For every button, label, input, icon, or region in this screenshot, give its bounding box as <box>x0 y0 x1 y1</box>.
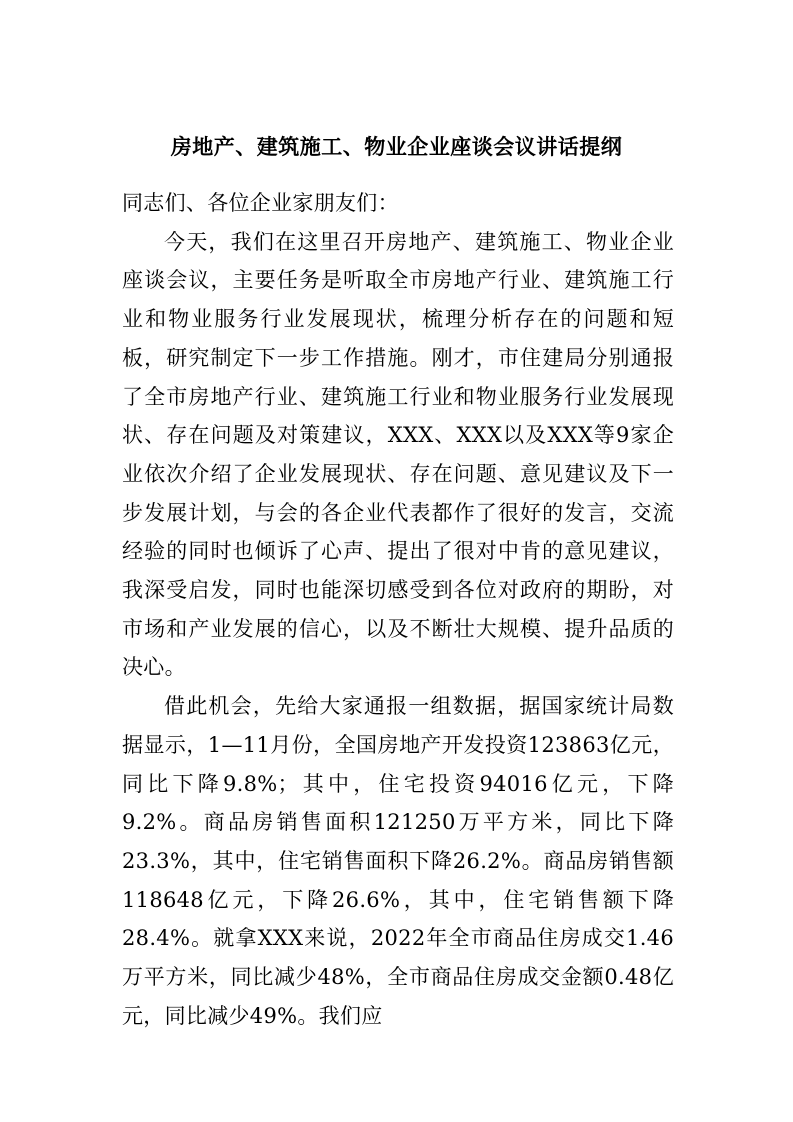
document-title: 房地产、建筑施工、物业企业座谈会议讲话提纲 <box>170 134 623 159</box>
document-body <box>122 184 674 1035</box>
salutation: 同志们、各位企业家朋友们： <box>122 191 399 215</box>
paragraph-1: 今天，我们在这里召开房地产、建筑施工、物业企业座谈会议，主要任务是听取全市房地产行业、建筑施工行业和物业服务行业发展现状，梳理分析存在的问题和短板，研究制定下一步工作措施。刚才，市住建局分别通报了全市房地产行业、建筑施工行业和物业服务行业发展现状、存在问题及对策建议，XXX、XXX以及XXX等9家企业依次介绍了企业发展现状、存在问题、意见建议及下一步发展计划，与会的各企业代表都作了很好的发言，交流经验的同时也倾诉了心声、提出了很对中肯的意见建议，我深受启发，同时也能深切感受到各位对政府的期盼，对市场和产业发展的信心，以及不断壮大规模、提升品质的决心。 <box>122 229 674 680</box>
paragraph-2: 借此机会，先给大家通报一组数据，据国家统计局数据显示，1—11月份，全国房地产开发投资123863亿元，同比下降9.8%；其中，住宅投资94016亿元，下降9.2%。商品房销售面积121250万平方米，同比下降23.3%，其中，住宅销售面积下降26.2%。商品房销售额118648亿元，下降26.6%，其中，住宅销售额下降28.4%。就拿XXX来说，2022年全市商品住房成交1.46万平方米，同比减少48%，全市商品住房成交金额0.48亿元，同比减少49%。我们应 <box>122 694 674 1028</box>
